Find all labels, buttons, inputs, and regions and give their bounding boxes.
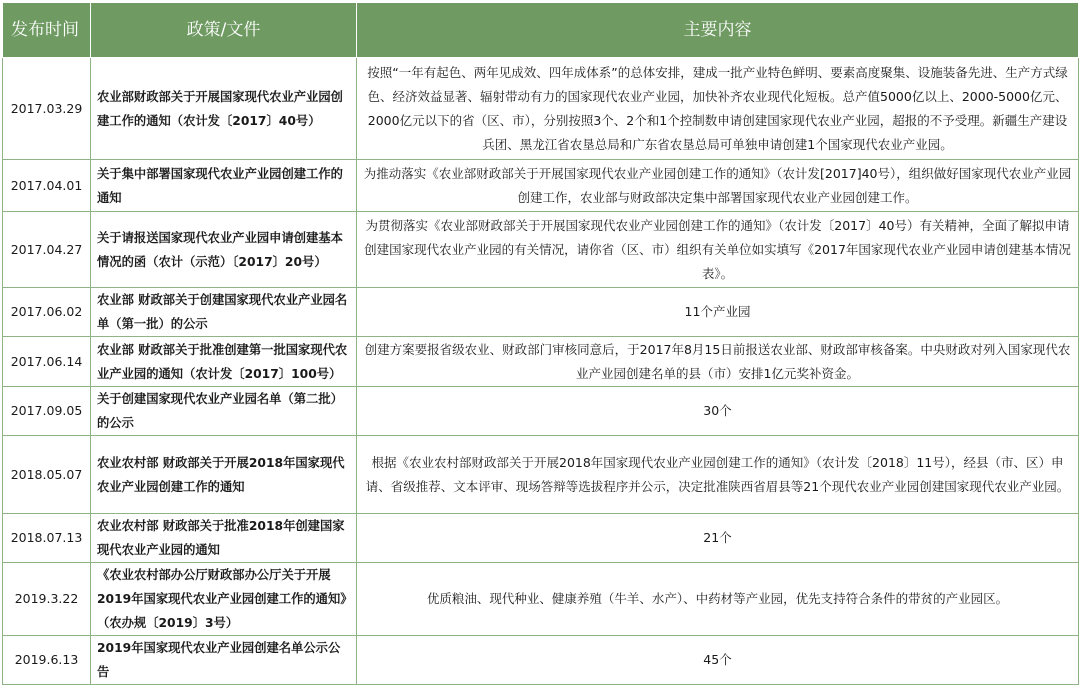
row-content: 45个	[357, 636, 1079, 685]
row-content: 30个	[357, 387, 1079, 436]
table-row	[3, 160, 1079, 212]
row-content: 按照“一年有起色、两年见成效、四年成体系”的总体安排，建成一批产业特色鲜明、要素高度聚集、设施装备先进、生产方式绿色、经济效益显著、辐射带动有力的国家现代农业产业园，加快补齐农业现代化短板。总产值5000亿以上、2000-5000亿元、2000亿元以下的省（区、市），分别按照3个、2个和1个控制数申请创建国家现代农业产业园，超报的不予受理。新疆生产建设兵团、黑龙江省农垦总局和广东省农垦总局可单独申请创建1个国家现代农业产业园。	[357, 58, 1079, 160]
row-policy: 农业农村部 财政部关于批准2018年创建国家现代农业产业园的通知	[91, 514, 357, 563]
row-policy: 关于创建国家现代农业产业园名单（第二批）的公示	[91, 387, 357, 436]
header-content: 主要内容	[357, 3, 1079, 58]
row-policy: 《农业农村部办公厅财政部办公厅关于开展2019年国家现代农业产业园创建工作的通知》（农办规〔2019〕3号）	[91, 563, 357, 636]
row-policy: 农业部 财政部关于批准创建第一批国家现代农业产业园的通知（农计发〔2017〕100号）	[91, 337, 357, 387]
row-date: 2017.09.05	[3, 387, 91, 436]
row-content: 优质粮油、现代种业、健康养殖（牛羊、水产）、中药材等产业园，优先支持符合条件的带贫的产业园区。	[357, 563, 1079, 636]
row-date: 2019.6.13	[3, 636, 91, 685]
header-policy: 政策/文件	[91, 3, 357, 58]
row-policy: 农业部 财政部关于创建国家现代农业产业园名单（第一批）的公示	[91, 288, 357, 337]
row-date: 2017.06.14	[3, 337, 91, 387]
row-date: 2019.3.22	[3, 563, 91, 636]
header-row	[3, 3, 1079, 58]
table-row	[3, 514, 1079, 563]
row-date: 2017.03.29	[3, 58, 91, 160]
row-date: 2018.07.13	[3, 514, 91, 563]
row-date: 2017.04.27	[3, 212, 91, 288]
table-row	[3, 436, 1079, 514]
row-policy: 关于请报送国家现代农业产业园申请创建基本情况的函（农计（示范）〔2017〕20号）	[91, 212, 357, 288]
row-content: 为推动落实《农业部财政部关于开展国家现代农业产业园创建工作的通知》（农计发[2017]40号），组织做好国家现代农业产业园创建工作，农业部与财政部决定集中部署国家现代农业产业园创建工作。	[357, 160, 1079, 212]
table-row	[3, 337, 1079, 387]
row-content: 11个产业园	[357, 288, 1079, 337]
row-content: 创建方案要报省级农业、财政部门审核同意后，于2017年8月15日前报送农业部、财政部审核备案。中央财政对列入国家现代农业产业园创建名单的县（市）安排1亿元奖补资金。	[357, 337, 1079, 387]
table-row	[3, 288, 1079, 337]
table-row	[3, 387, 1079, 436]
row-date: 2017.04.01	[3, 160, 91, 212]
table-row	[3, 212, 1079, 288]
table-row	[3, 636, 1079, 685]
row-policy: 2019年国家现代农业产业园创建名单公示公告	[91, 636, 357, 685]
row-date: 2018.05.07	[3, 436, 91, 514]
row-content: 21个	[357, 514, 1079, 563]
row-content: 为贯彻落实《农业部财政部关于开展国家现代农业产业园创建工作的通知》（农计发〔2017〕40号）有关精神，全面了解拟申请创建国家现代农业产业园的有关情况，请你省（区、市）组织有关单位如实填写《2017年国家现代农业产业园申请创建基本情况表》。	[357, 212, 1079, 288]
row-policy: 关于集中部署国家现代农业产业园创建工作的通知	[91, 160, 357, 212]
header-date: 发布时间	[3, 3, 91, 58]
row-content: 根据《农业农村部财政部关于开展2018年国家现代农业产业园创建工作的通知》（农计发〔2018〕11号），经县（市、区）申请、省级推荐、文本评审、现场答辩等选拔程序并公示，决定批准陕西省眉县等21个现代农业产业园创建国家现代农业产业园。	[357, 436, 1079, 514]
table-row	[3, 58, 1079, 160]
row-policy: 农业部财政部关于开展国家现代农业产业园创建工作的通知（农计发〔2017〕40号）	[91, 58, 357, 160]
policy-table	[2, 2, 1079, 685]
row-policy: 农业农村部 财政部关于开展2018年国家现代农业产业园创建工作的通知	[91, 436, 357, 514]
row-date: 2017.06.02	[3, 288, 91, 337]
table-row	[3, 563, 1079, 636]
